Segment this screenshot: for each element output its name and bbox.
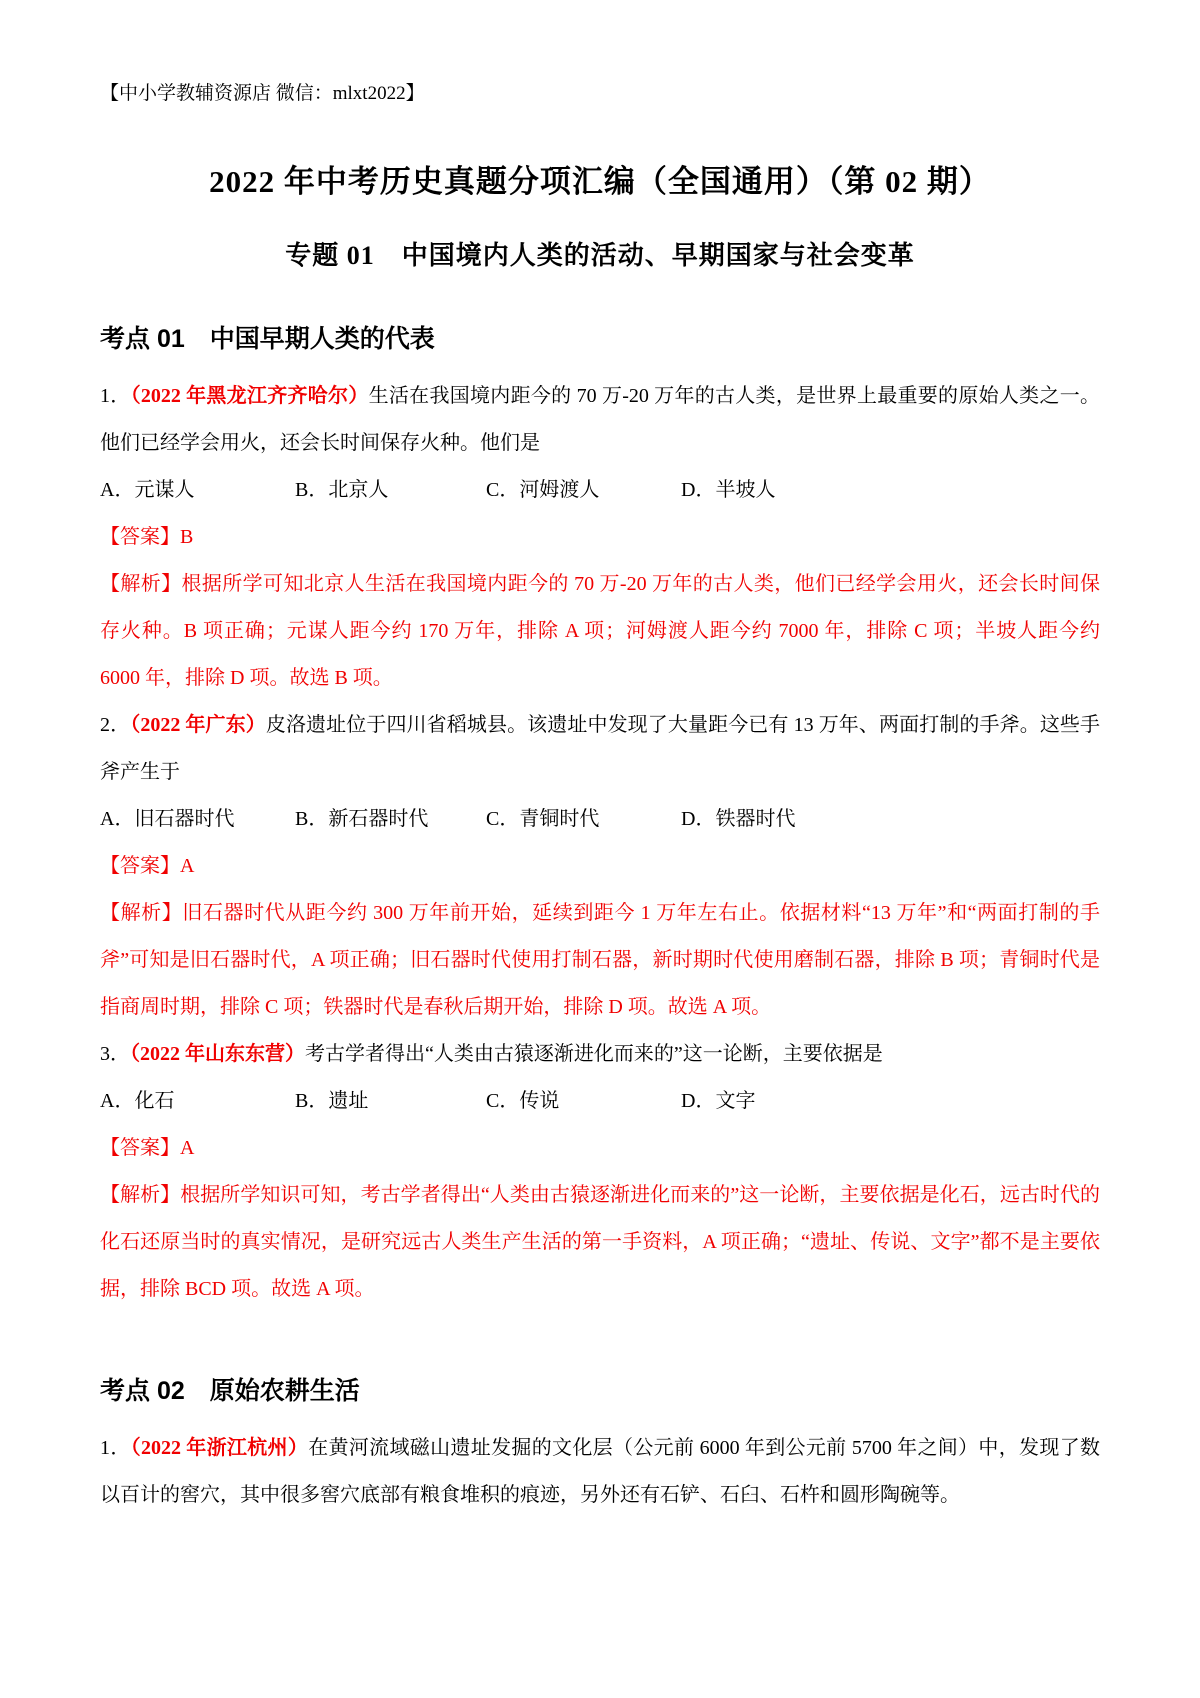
question-3-analysis-line bbox=[100, 1172, 1100, 1313]
question-2-answer-value: A bbox=[180, 855, 195, 877]
question-2-option-b: B．新石器时代 bbox=[295, 808, 429, 830]
kaodian2-question-1-source: （2022 年浙江杭州） bbox=[130, 1437, 309, 1459]
document-subtitle: 专题 01 中国境内人类的活动、早期国家与社会变革 bbox=[285, 241, 915, 270]
question-2-option-a: A．旧石器时代 bbox=[100, 808, 235, 830]
section-heading-kaodian-01: 考点 01 中国早期人类的代表 bbox=[100, 325, 435, 353]
question-3-stem bbox=[100, 1031, 1100, 1078]
answer-label: 【答案】 bbox=[100, 1137, 180, 1159]
question-2-option-c: C．青铜时代 bbox=[486, 808, 600, 830]
question-1-number: 1． bbox=[100, 385, 131, 407]
question-2-options bbox=[100, 796, 1100, 843]
question-1-options bbox=[100, 467, 1100, 514]
question-1-analysis-line bbox=[100, 561, 1100, 702]
question-1-text: 生活在我国境内距今的 70 万-20 万年的古人类，是世界上最重要的原始人类之一。他们已经学会用火，还会长时间保存火种。他们是 bbox=[100, 385, 1101, 454]
question-3-option-a: A．化石 bbox=[100, 1090, 175, 1112]
analysis-label: 【解析】 bbox=[100, 1184, 181, 1206]
section-heading-kaodian-02: 考点 02 原始农耕生活 bbox=[100, 1377, 360, 1405]
question-3-options bbox=[100, 1078, 1100, 1125]
question-2-number: 2． bbox=[100, 714, 131, 736]
question-3-source: （2022 年山东东营） bbox=[130, 1043, 305, 1065]
analysis-label: 【解析】 bbox=[100, 573, 182, 595]
question-1-answer-value: B bbox=[180, 526, 194, 548]
question-2-analysis-text: 旧石器时代从距今约 300 万年前开始，延续到距今 1 万年左右止。依据材料“13 万年”和“两面打制的手斧”可知是旧石器时代，A 项正确；旧石器时代使用打制石器，新时期时代使用磨制石器，排除 B 项；青铜时代是指商周时期，排除 C 项；铁器时代是春秋后期开始，排除 D 项。故选 A 项。 bbox=[100, 902, 1101, 1018]
question-3-text: 考古学者得出“人类由古猿逐渐进化而来的”这一论断，主要依据是 bbox=[305, 1043, 883, 1065]
question-3-answer-line bbox=[100, 1125, 1100, 1172]
answer-label: 【答案】 bbox=[100, 526, 180, 548]
question-1-option-d: D．半坡人 bbox=[681, 479, 776, 501]
question-2-text: 皮洛遗址位于四川省稻城县。该遗址中发现了大量距今已有 13 万年、两面打制的手斧。这些手斧产生于 bbox=[100, 714, 1101, 783]
kaodian2-question-1-number: 1． bbox=[100, 1437, 131, 1459]
kaodian2-question-1-text: 在黄河流域磁山遗址发掘的文化层（公元前 6000 年到公元前 5700 年之间）中，发现了数以百计的窖穴，其中很多窖穴底部有粮食堆积的痕迹，另外还有石铲、石臼、石杵和圆形陶碗等。 bbox=[100, 1437, 1101, 1506]
question-2-option-d: D．铁器时代 bbox=[681, 808, 796, 830]
question-1-option-a: A．元谋人 bbox=[100, 479, 195, 501]
question-3-analysis-text: 根据所学知识可知，考古学者得出“人类由古猿逐渐进化而来的”这一论断，主要依据是化石，远古时代的化石还原当时的真实情况，是研究远古人类生产生活的第一手资料，A 项正确；“遗址、传说、文字”都不是主要依据，排除 BCD 项。故选 A 项。 bbox=[100, 1184, 1100, 1300]
question-1-option-c: C．河姆渡人 bbox=[486, 479, 600, 501]
question-2-answer-line bbox=[100, 843, 1100, 890]
question-1-stem bbox=[100, 373, 1100, 467]
question-3-answer-value: A bbox=[180, 1137, 195, 1159]
question-1-analysis-text: 根据所学可知北京人生活在我国境内距今的 70 万-20 万年的古人类，他们已经学会用火，还会长时间保存火种。B 项正确；元谋人距今约 170 万年，排除 A 项；河姆渡人距今约 7000 年，排除 C 项；半坡人距今约 6000 年，排除 D 项。故选 B 项。 bbox=[100, 573, 1100, 689]
question-3-option-d: D．文字 bbox=[681, 1090, 756, 1112]
question-3-option-b: B．遗址 bbox=[295, 1090, 369, 1112]
question-3-option-c: C．传说 bbox=[486, 1090, 560, 1112]
question-2-analysis-line bbox=[100, 890, 1100, 1031]
analysis-label: 【解析】 bbox=[100, 902, 183, 924]
kaodian2-question-1-stem bbox=[100, 1425, 1100, 1519]
question-1-option-b: B．北京人 bbox=[295, 479, 389, 501]
question-2-stem bbox=[100, 702, 1100, 796]
shop-watermark: 【中小学教辅资源店 微信：mlxt2022】 bbox=[100, 83, 425, 104]
question-3-number: 3． bbox=[100, 1043, 130, 1065]
document-title: 2022 年中考历史真题分项汇编（全国通用）（第 02 期） bbox=[209, 164, 991, 199]
question-1-answer-line bbox=[100, 514, 1100, 561]
answer-label: 【答案】 bbox=[100, 855, 180, 877]
question-2-source: （2022 年广东） bbox=[130, 714, 266, 736]
question-1-source: （2022 年黑龙江齐齐哈尔） bbox=[130, 385, 369, 407]
